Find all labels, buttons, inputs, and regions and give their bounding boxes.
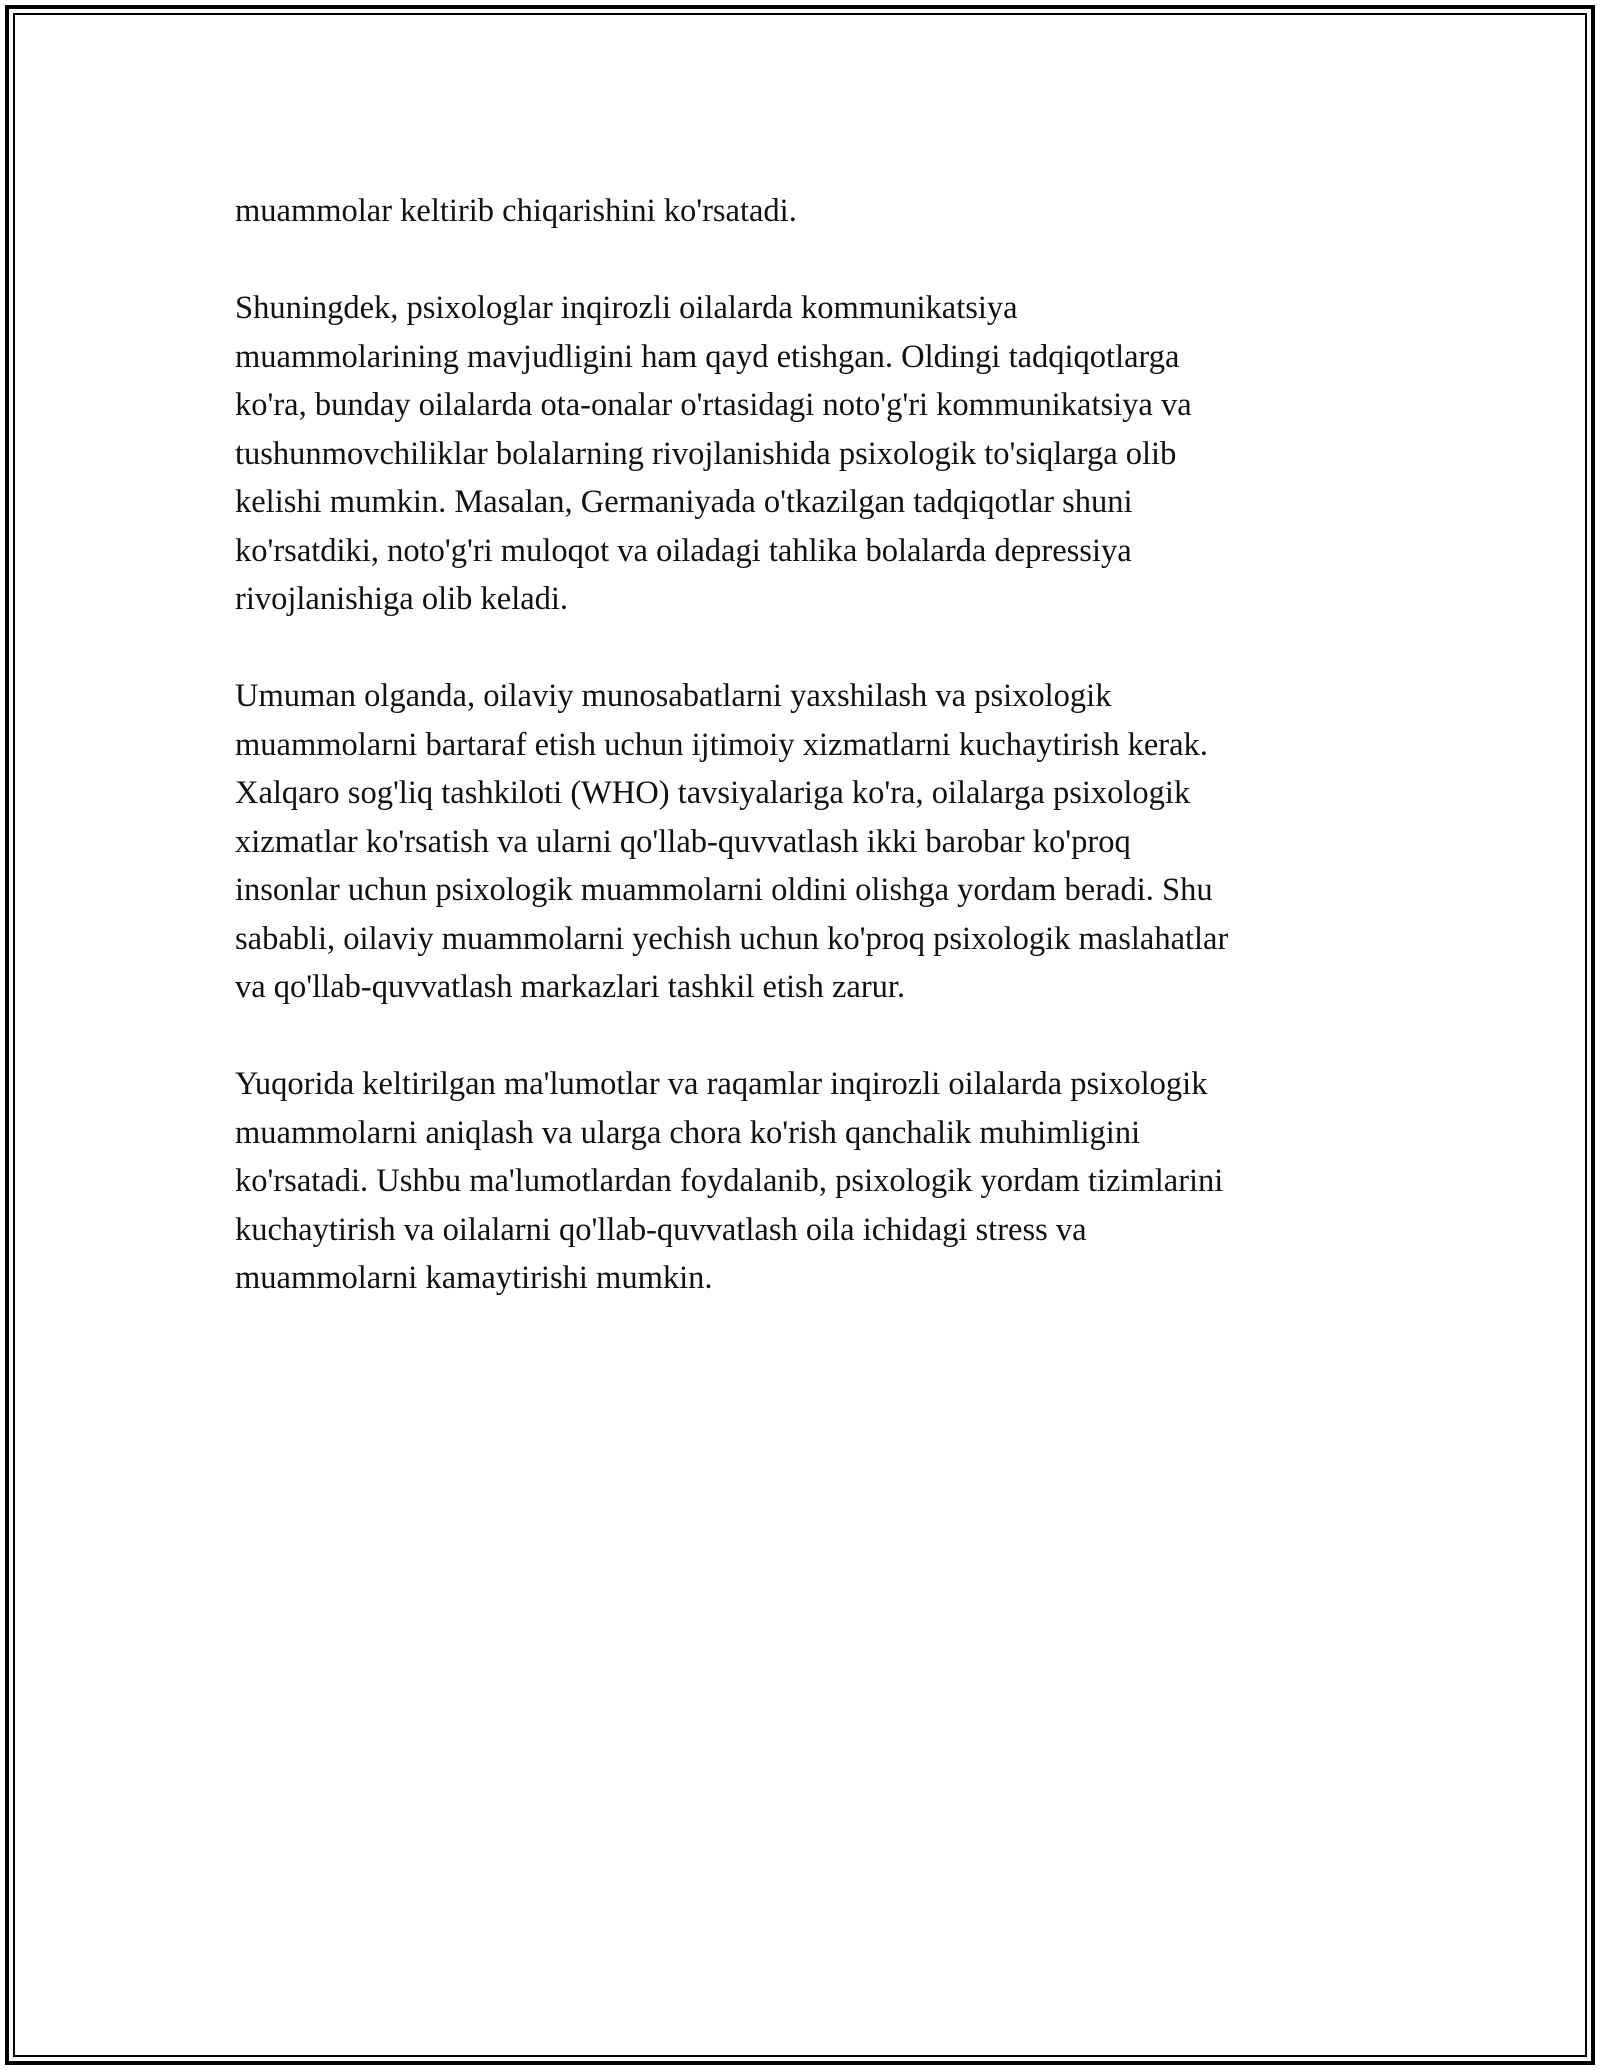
paragraph-communication-problems: Shuningdek, psixologlar inqirozli oilalarda kommunikatsiya muammolarining mavjudligini ham qayd etishgan. Oldingi tadqiqotlarga ko'ra, bunday oilalarda ota-onalar o'rtasidagi noto'g'ri kommunikatsiya va tushunmovchiliklar bolalarning rivojlanishida psixologik to'siqlarga olib kelishi mumkin. Masalan, Germaniyada o'tkazilgan tadqiqotlar shuni ko'rsatdiki, noto'g'ri muloqot va oiladagi tahlika bolalarda depressiya rivojlanishiga olib keladi. [235, 290, 1192, 617]
document-body [235, 187, 1365, 1351]
paragraph-conclusion: Yuqorida keltirilgan ma'lumotlar va raqamlar inqirozli oilalarda psixologik muammolarni aniqlash va ularga chora ko'rish qanchalik muhimligini ko'rsatadi. Ushbu ma'lumotlardan foydalanib, psixologik yordam tizimlarini kuchaytirish va oilalarni qo'llab-quvvatlash oila ichidagi stress va muammolarni kamaytirishi mumkin. [235, 1066, 1224, 1296]
paragraph-social-services: Umuman olganda, oilaviy munosabatlarni yaxshilash va psixologik muammolarni bartaraf etish uchun ijtimoiy xizmatlarni kuchaytirish kerak. Xalqaro sog'liq tashkiloti (WHO) tavsiyalariga ko'ra, oilalarga psixologik xizmatlar ko'rsatish va ularni qo'llab-quvvatlash ikki barobar ko'proq insonlar uchun psixologik muammolarni oldini olishga yordam beradi. Shu sababli, oilaviy muammolarni yechish uchun ko'proq psixologik maslahatlar va qo'llab-quvvatlash markazlari tashkil etish zarur. [235, 678, 1229, 1005]
paragraph-continuation: muammolar keltirib chiqarishini ko'rsatadi. [235, 193, 797, 229]
